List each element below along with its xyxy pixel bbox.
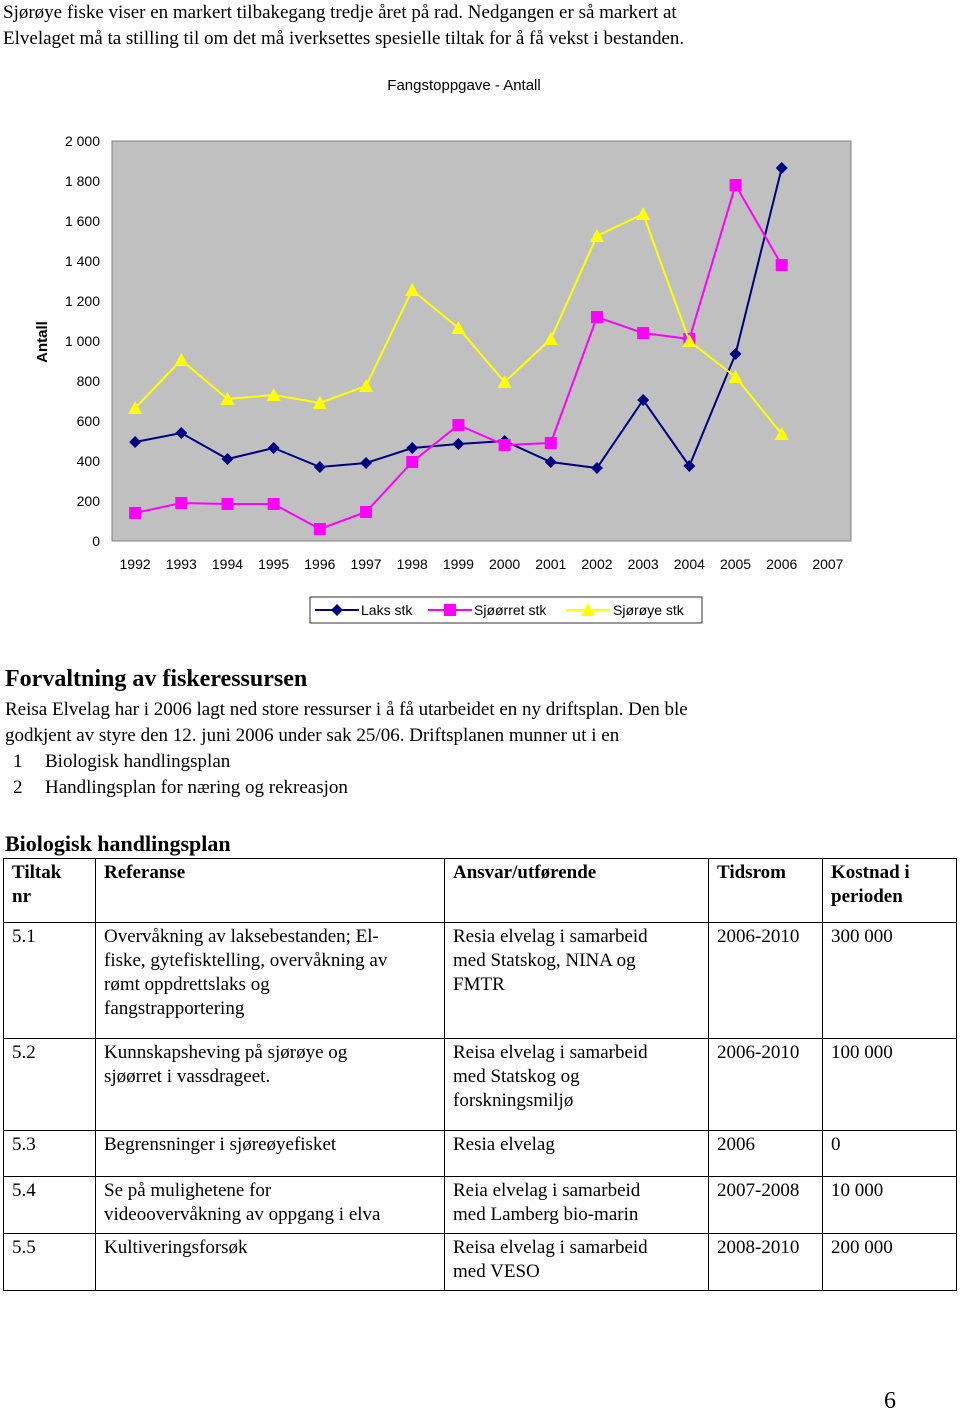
y-tick-label: 200	[76, 493, 100, 509]
plot-area	[112, 141, 851, 541]
plan-text: Biologisk handlingsplan	[45, 751, 231, 772]
table-row	[4, 1131, 957, 1177]
cell-referanse: Se på mulighetene for videoovervåkning av oppgang i elva	[96, 1177, 445, 1234]
cell-referanse: Begrensninger i sjøreøyefisket	[96, 1131, 445, 1177]
y-tick-label: 1 000	[64, 333, 100, 349]
action-plan-table	[3, 858, 957, 1291]
cell-tidsrom: 2006-2010	[709, 1039, 823, 1131]
cell-nr: 5.2	[4, 1039, 96, 1131]
legend-marker-sjoorret	[444, 604, 456, 616]
data-point-sjoorret	[591, 311, 603, 323]
legend-label-sjoorret: Sjøørret stk	[474, 602, 547, 618]
cell-tidsrom: 2007-2008	[709, 1177, 823, 1234]
section-paragraph	[5, 697, 955, 749]
cell-kostnad: 300 000	[823, 923, 957, 1039]
cell-referanse: Kunnskapsheving på sjørøye og sjøørret i vassdrageet.	[96, 1039, 445, 1131]
x-tick-label: 1994	[211, 556, 244, 572]
x-tick-label: 2006	[766, 556, 798, 572]
table-heading: Biologisk handlingsplan	[5, 831, 231, 856]
y-tick-label: 1 800	[64, 173, 100, 189]
y-tick-label: 1 200	[64, 293, 100, 309]
chart-title: Fangstoppgave - Antall	[387, 77, 541, 94]
cell-nr: 5.1	[4, 923, 96, 1039]
x-tick-label: 2003	[627, 556, 659, 572]
y-tick-label: 0	[92, 533, 100, 549]
y-tick-label: 1 400	[64, 253, 100, 269]
data-point-sjoorret	[406, 456, 418, 468]
x-tick-label: 1998	[396, 556, 428, 572]
cell-kostnad: 200 000	[823, 1234, 957, 1291]
cell-nr: 5.4	[4, 1177, 96, 1234]
x-tick-label: 2001	[535, 556, 567, 572]
cell-ansvar: Resia elvelag i samarbeid med Statskog, NINA og FMTR	[445, 923, 709, 1039]
legend-label-sjoroye: Sjørøye stk	[613, 602, 684, 618]
legend-label-laks: Laks stk	[361, 602, 413, 618]
page-number: 6	[884, 1388, 896, 1414]
table-row	[4, 923, 957, 1039]
data-point-sjoorret	[129, 507, 141, 519]
y-axis-label: Antall	[34, 321, 51, 363]
plan-list-item	[5, 749, 230, 775]
cell-nr: 5.3	[4, 1131, 96, 1177]
plan-list-item	[5, 775, 348, 801]
table-header-row	[4, 859, 957, 923]
y-tick-label: 2 000	[64, 133, 100, 149]
data-point-sjoorret	[499, 439, 511, 451]
x-tick-label: 1995	[258, 556, 290, 572]
cell-tidsrom: 2006	[709, 1131, 823, 1177]
data-point-sjoorret	[545, 437, 557, 449]
x-tick-label: 1996	[304, 556, 336, 572]
y-tick-label: 800	[76, 373, 100, 389]
header-ansvar: Ansvar/utførende	[445, 859, 709, 923]
cell-kostnad: 10 000	[823, 1177, 957, 1234]
header-tiltak: Tiltak nr	[4, 859, 96, 923]
cell-ansvar: Reisa elvelag i samarbeid med Statskog og forskningsmiljø	[445, 1039, 709, 1131]
x-tick-label: 1992	[119, 556, 151, 572]
cell-tidsrom: 2008-2010	[709, 1234, 823, 1291]
cell-ansvar: Reia elvelag i samarbeid med Lamberg bio-marin	[445, 1177, 709, 1234]
x-tick-label: 1993	[165, 556, 197, 572]
cell-ansvar: Reisa elvelag i samarbeid med VESO	[445, 1234, 709, 1291]
legend	[310, 597, 702, 623]
table-row	[4, 1234, 957, 1291]
x-tick-label: 2002	[581, 556, 613, 572]
data-point-sjoorret	[175, 497, 187, 509]
data-point-sjoorret	[452, 419, 464, 431]
data-point-sjoorret	[314, 523, 326, 535]
plan-number: 1	[13, 751, 23, 772]
y-tick-label: 1 600	[64, 213, 100, 229]
plan-number: 2	[13, 777, 23, 798]
cell-tidsrom: 2006-2010	[709, 923, 823, 1039]
intro-paragraph	[3, 0, 953, 52]
x-tick-label: 2004	[673, 556, 705, 572]
x-tick-label: 2005	[719, 556, 752, 572]
data-point-sjoorret	[637, 327, 649, 339]
x-tick-label: 2000	[489, 556, 521, 572]
table-row	[4, 1039, 957, 1131]
x-tick-label: 1999	[442, 556, 474, 572]
y-tick-label: 400	[76, 453, 100, 469]
x-tick-label: 2007	[812, 556, 844, 572]
paragraph-line: Reisa Elvelag har i 2006 lagt ned store ressurser i å få utarbeidet en ny driftsplan. Den ble	[5, 699, 688, 720]
intro-line: Sjørøye fiske viser en markert tilbakegang tredje året på rad. Nedgangen er så markert at	[3, 2, 677, 23]
header-kostnad: Kostnad i perioden	[823, 859, 957, 923]
data-point-sjoorret	[268, 498, 280, 510]
data-point-sjoorret	[221, 498, 233, 510]
catch-chart	[0, 55, 960, 635]
data-point-sjoorret	[776, 259, 788, 271]
cell-kostnad: 0	[823, 1131, 957, 1177]
cell-ansvar: Resia elvelag	[445, 1131, 709, 1177]
section-heading: Forvaltning av fiskeressursen	[5, 666, 308, 692]
header-referanse: Referanse	[96, 859, 445, 923]
header-tidsrom: Tidsrom	[709, 859, 823, 923]
cell-kostnad: 100 000	[823, 1039, 957, 1131]
data-point-sjoorret	[730, 179, 742, 191]
y-tick-label: 600	[76, 413, 100, 429]
data-point-sjoorret	[360, 506, 372, 518]
paragraph-line: godkjent av styre den 12. juni 2006 under sak 25/06. Driftsplanen munner ut i en	[5, 725, 620, 746]
intro-line: Elvelaget må ta stilling til om det må iverksettes spesielle tiltak for å få vekst i bestanden.	[3, 28, 685, 49]
cell-referanse: Kultiveringsforsøk	[96, 1234, 445, 1291]
cell-nr: 5.5	[4, 1234, 96, 1291]
table-row	[4, 1177, 957, 1234]
cell-referanse: Overvåkning av laksebestanden; El- fiske, gytefisktelling, overvåkning av rømt oppdrettslaks og fangstrapportering	[96, 923, 445, 1039]
x-tick-label: 1997	[350, 556, 382, 572]
plan-text: Handlingsplan for næring og rekreasjon	[45, 777, 348, 798]
